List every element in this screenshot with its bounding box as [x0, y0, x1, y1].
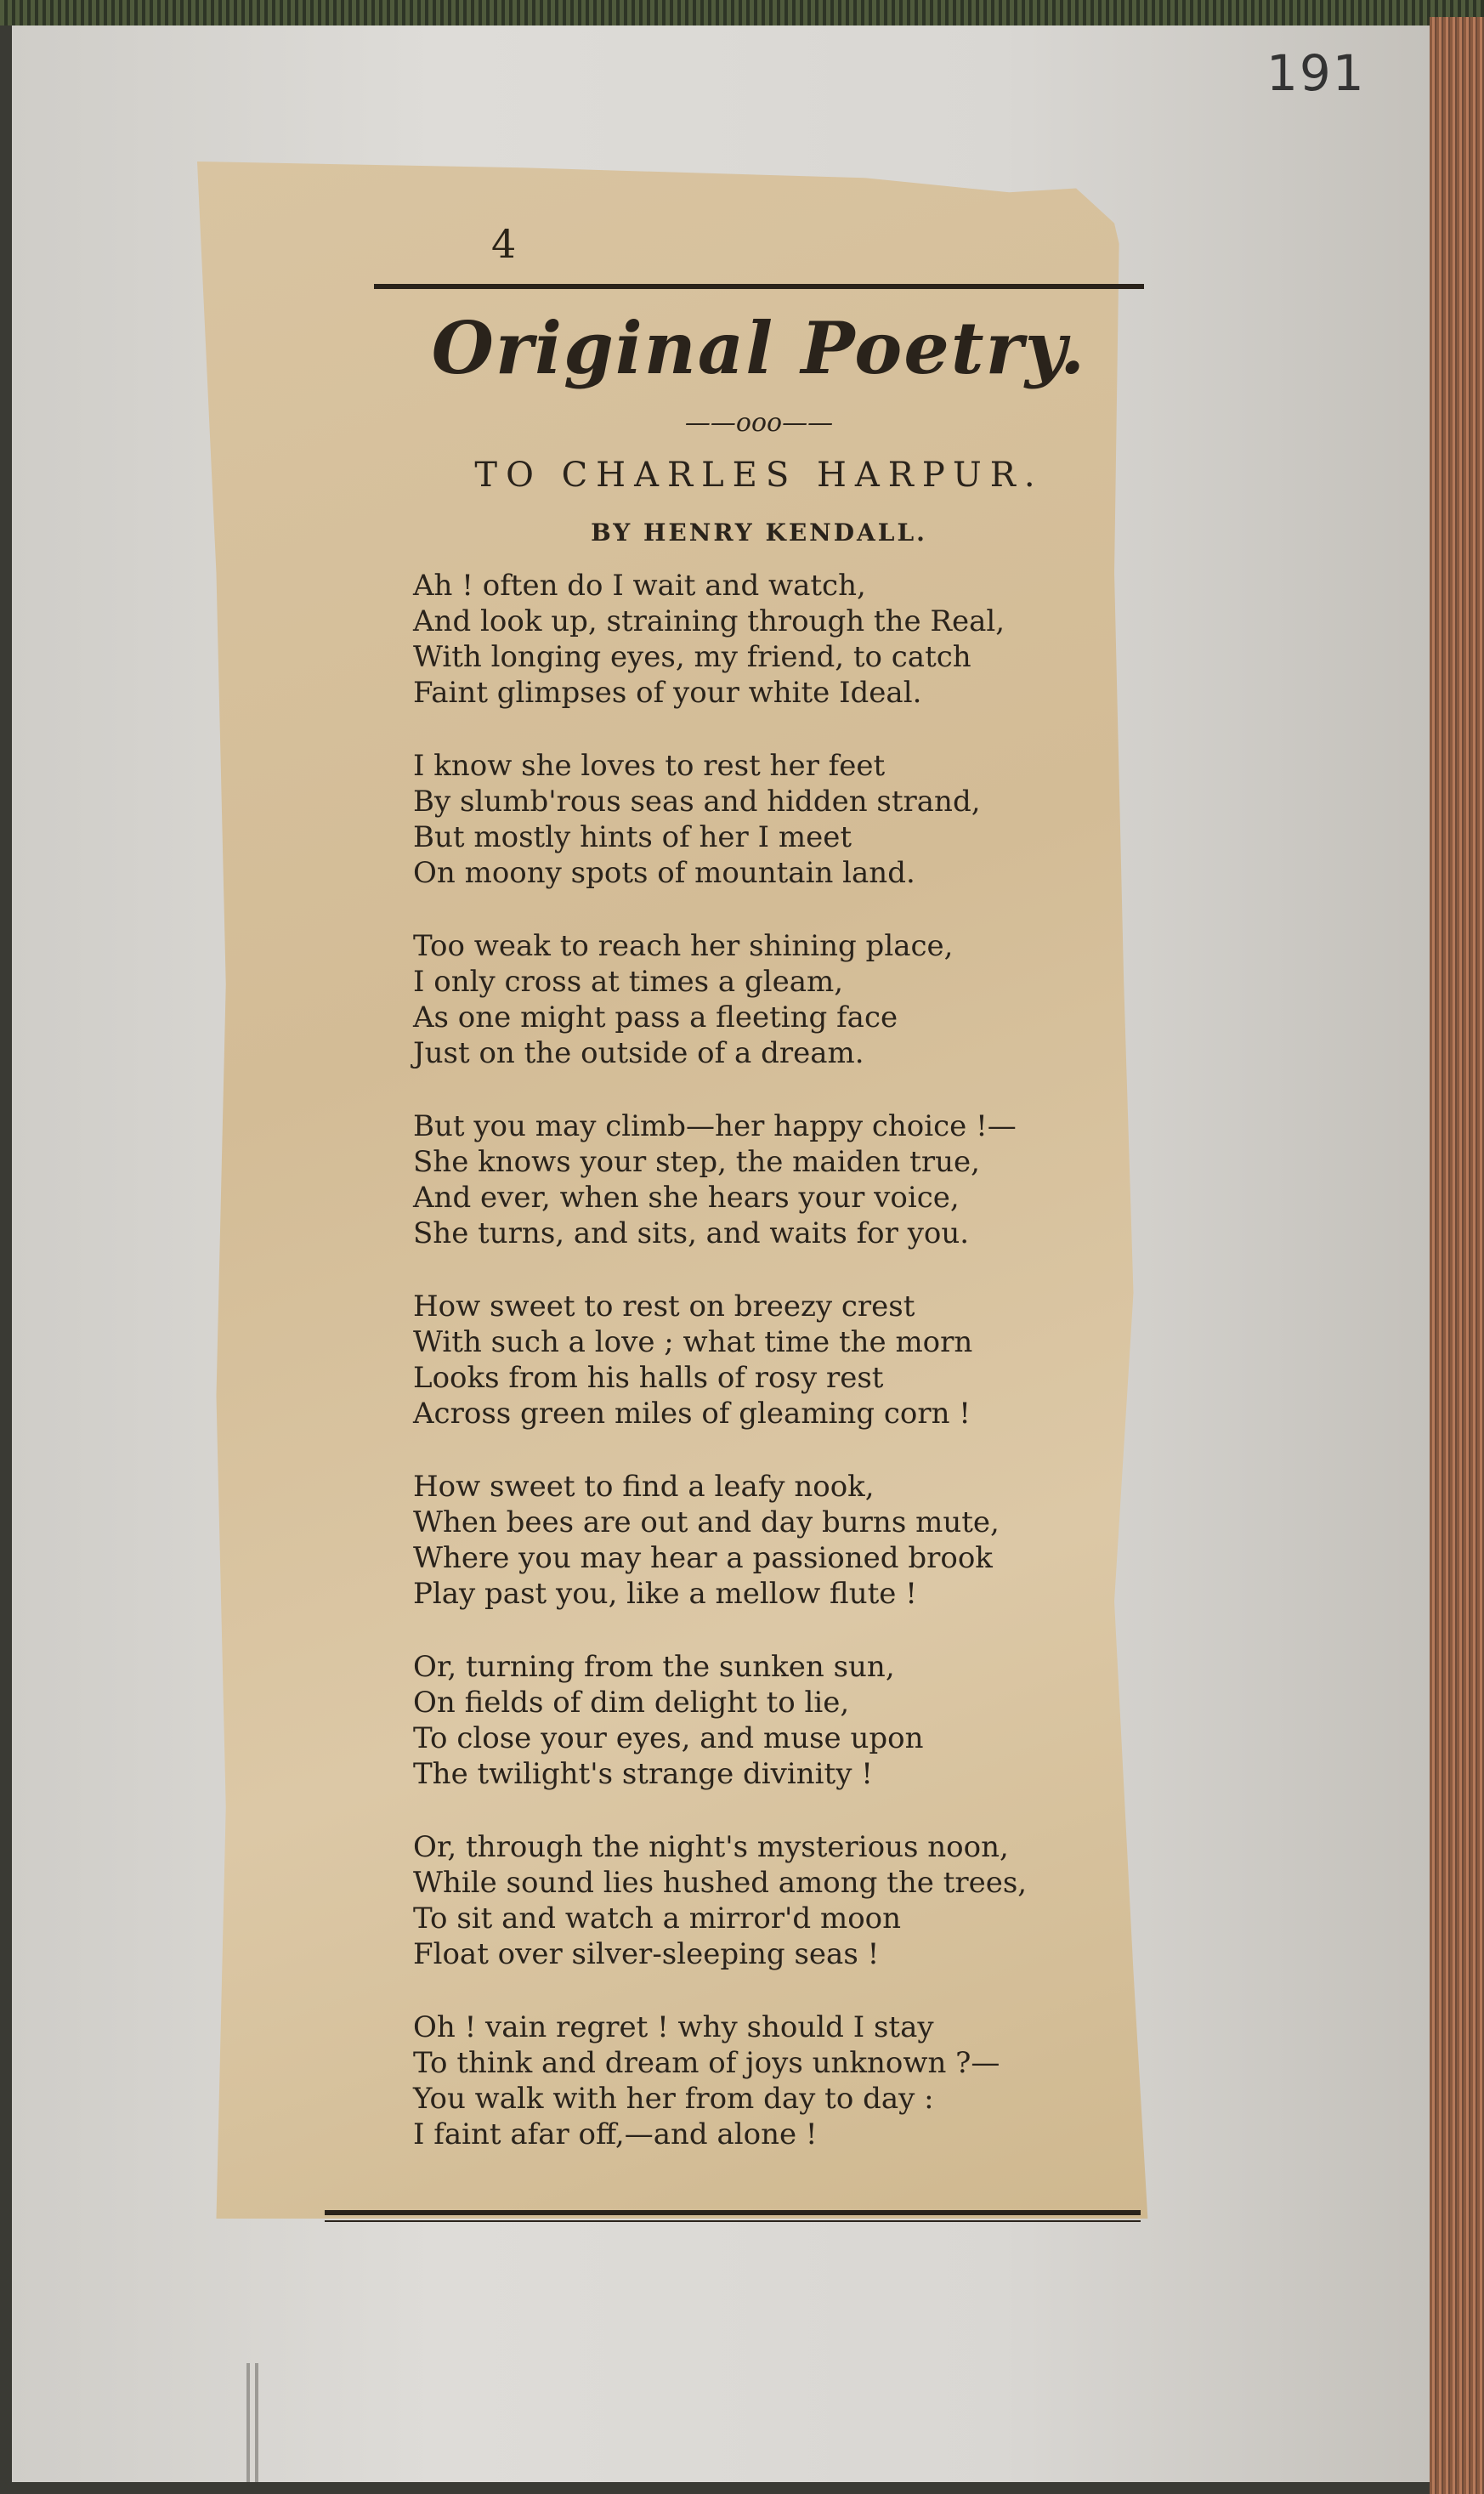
- section-title: Original Poetry.: [431, 306, 1087, 390]
- byline: BY HENRY KENDALL.: [591, 519, 927, 547]
- poem-line: Or, turning from the sunken sun,: [413, 1650, 895, 1684]
- stanza: [413, 568, 1144, 711]
- poem-title: TO CHARLES HARPUR.: [474, 456, 1044, 495]
- poem-line: On fields of dim delight to lie,: [413, 1686, 850, 1720]
- poem-line: I only cross at times a gleam,: [413, 965, 844, 999]
- pencil-mark: [246, 2363, 250, 2482]
- poem-line: Faint glimpses of your white Ideal.: [413, 676, 922, 710]
- poem-body: [413, 568, 1144, 2190]
- poem-line: Float over silver-sleeping seas !: [413, 1937, 880, 1971]
- clipping-marker: 4: [491, 221, 517, 267]
- pencil-mark: [255, 2363, 258, 2482]
- poem-line: And look up, straining through the Real,: [413, 604, 1005, 638]
- handwritten-page-number: 191: [1266, 44, 1366, 102]
- poem-line: When bees are out and day burns mute,: [413, 1505, 1000, 1539]
- poem-line: The twilight's strange divinity !: [413, 1757, 873, 1791]
- bottom-rule-thin: [325, 2220, 1141, 2222]
- stanza: [413, 1469, 1144, 1612]
- poem-line: Oh ! vain regret ! why should I stay: [413, 2010, 934, 2044]
- poem-line: To close your eyes, and muse upon: [413, 1721, 924, 1755]
- poem-line: She knows your step, the maiden true,: [413, 1145, 980, 1179]
- poem-line: But mostly hints of her I meet: [413, 820, 852, 854]
- poem-line: I know she loves to rest her feet: [413, 749, 886, 783]
- poem-line: To sit and watch a mirror'd moon: [413, 1902, 902, 1936]
- poem-line: Looks from his halls of rosy rest: [413, 1361, 884, 1395]
- poem-line: While sound lies hushed among the trees,: [413, 1866, 1028, 1900]
- stanza: [413, 1108, 1144, 1251]
- stanza: [413, 1829, 1144, 1972]
- stanza: [413, 1289, 1144, 1431]
- poem-line: Play past you, like a mellow flute !: [413, 1577, 917, 1611]
- poem-line: Where you may hear a passioned brook: [413, 1541, 993, 1575]
- ornament-divider: ——ooo——: [684, 408, 834, 438]
- poem-line: Across green miles of gleaming corn !: [413, 1397, 971, 1431]
- poem-line: How sweet to find a leafy nook,: [413, 1470, 875, 1504]
- poem-line: But you may climb—her happy choice !—: [413, 1109, 1017, 1143]
- book-binding-edge: [0, 0, 1484, 26]
- poem-line: She turns, and sits, and waits for you.: [413, 1216, 970, 1250]
- poem-line: And ever, when she hears your voice,: [413, 1181, 960, 1215]
- poem-line: To think and dream of joys unknown ?—: [413, 2046, 1000, 2080]
- stanza: [413, 928, 1144, 1071]
- poem-line: Too weak to reach her shining place,: [413, 929, 954, 963]
- poem-line: How sweet to rest on breezy crest: [413, 1290, 915, 1324]
- stanza: [413, 1649, 1144, 1792]
- poem-line: With longing eyes, my friend, to catch: [413, 640, 971, 674]
- stanza: [413, 748, 1144, 891]
- poem-line: I faint afar off,—and alone !: [413, 2117, 818, 2151]
- bottom-rule: [325, 2210, 1141, 2215]
- stanza: [413, 2009, 1144, 2152]
- poem-line: On moony spots of mountain land.: [413, 856, 915, 890]
- top-rule: [374, 284, 1144, 289]
- page-block-edge: [1430, 17, 1484, 2494]
- poem-line: You walk with her from day to day :: [413, 2082, 934, 2116]
- poem-line: Or, through the night's mysterious noon,: [413, 1830, 1009, 1864]
- poem-line: By slumb'rous seas and hidden strand,: [413, 785, 981, 819]
- poem-line: With such a love ; what time the morn: [413, 1325, 973, 1359]
- poem-line: Ah ! often do I wait and watch,: [413, 569, 866, 603]
- poem-line: As one might pass a fleeting face: [413, 1000, 898, 1034]
- poem-line: Just on the outside of a dream.: [413, 1036, 864, 1070]
